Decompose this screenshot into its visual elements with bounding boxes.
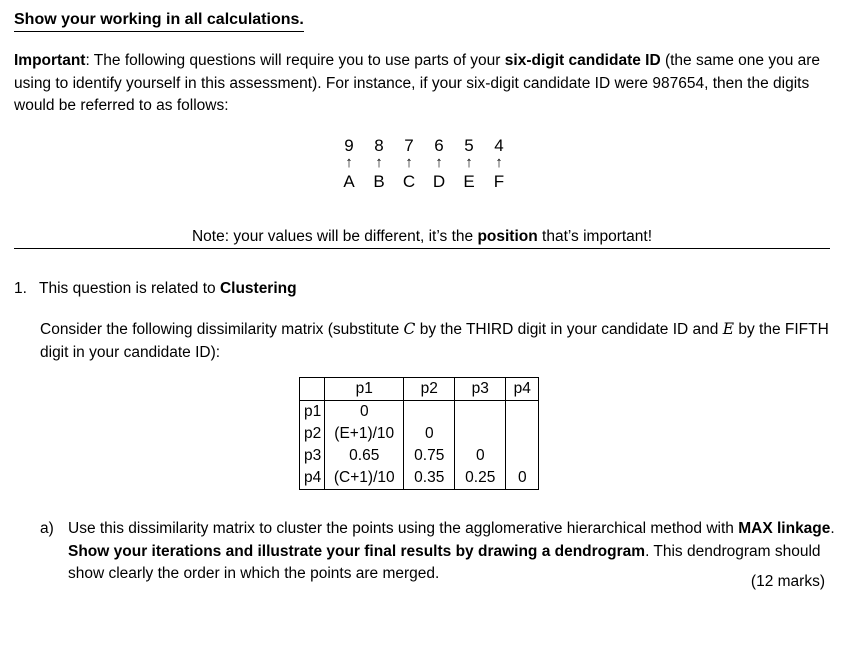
variable-e: E	[722, 320, 735, 338]
matrix-cell	[506, 445, 539, 467]
important-text-2: (the same one you are using to identify yourself in this assessment). For instance, if your six-digit candidate ID were 987654, then the digits would be referred to as follows:	[14, 52, 821, 114]
matrix-cell: 0	[455, 445, 506, 467]
matrix-row	[300, 423, 539, 445]
digit: 7	[404, 136, 414, 155]
part-a-label: a)	[40, 520, 54, 537]
up-arrow-icon: ↑	[495, 154, 503, 171]
matrix-cell: 0	[404, 423, 455, 445]
digit-position-map	[334, 137, 514, 192]
matrix-row	[300, 401, 539, 424]
matrix-cell	[506, 401, 539, 424]
matrix-cell	[455, 423, 506, 445]
part-a-question	[40, 518, 835, 586]
consider-text-1: Consider the following dissimilarity matrix (substitute	[40, 321, 404, 338]
matrix-cell: (E+1)/10	[325, 423, 404, 445]
note-emphasis: position	[477, 228, 538, 245]
marks-label: (12 marks)	[750, 573, 825, 590]
matrix-row	[300, 445, 539, 467]
position-letter: E	[463, 172, 475, 191]
matrix-row	[300, 467, 539, 490]
position-letter: B	[373, 172, 385, 191]
matrix-cell: 0.65	[325, 445, 404, 467]
digit: 4	[494, 136, 504, 155]
note-text-1: Note: your values will be different, it’s the	[191, 228, 478, 245]
dendrogram-emphasis: Show your iterations and illustrate your final results by drawing a dendrogram	[68, 542, 646, 560]
candidate-id-emphasis: six-digit candidate ID	[504, 52, 661, 69]
matrix-col-header: p2	[404, 378, 455, 401]
up-arrow-icon: ↑	[435, 154, 443, 171]
matrix-col-header: p4	[506, 378, 539, 401]
part-a-text	[68, 518, 835, 586]
consider-text-2: by the THIRD digit in your candidate ID and	[415, 321, 723, 338]
instructions-heading: Show your working in all calculations.	[14, 11, 304, 32]
matrix-header-row	[300, 378, 539, 401]
digit: 6	[434, 136, 444, 155]
matrix-cell	[404, 401, 455, 424]
digit: 8	[374, 136, 384, 155]
important-label: Important	[14, 52, 86, 69]
dissimilarity-matrix	[299, 377, 539, 490]
consider-text-3: by the FIFTH digit in your candidate ID):	[40, 321, 829, 361]
up-arrow-icon: ↑	[465, 154, 473, 171]
matrix-cell: 0.25	[455, 467, 506, 490]
question-1-text: This question is related to	[39, 280, 220, 297]
matrix-row-header: p3	[300, 445, 325, 467]
important-paragraph	[14, 50, 834, 118]
variable-c: C	[403, 320, 416, 338]
position-letter: D	[432, 172, 446, 191]
part-a-text-2: .	[830, 520, 835, 537]
matrix-cell: (C+1)/10	[325, 467, 404, 490]
position-letter: C	[402, 172, 416, 191]
question-1-heading	[14, 280, 297, 298]
position-letter: A	[343, 172, 355, 191]
matrix-cell	[506, 423, 539, 445]
question-1-topic: Clustering	[219, 280, 297, 297]
matrix-row-header: p2	[300, 423, 325, 445]
part-a-text-3: . This dendrogram should show clearly the order in which the points are merged.	[68, 542, 821, 582]
matrix-corner	[300, 378, 325, 401]
matrix-cell: 0.75	[404, 445, 455, 467]
matrix-instructions	[40, 318, 835, 364]
digit: 5	[464, 136, 474, 155]
up-arrow-icon: ↑	[345, 154, 353, 171]
digit: 9	[344, 136, 354, 155]
matrix-row-header: p1	[300, 401, 325, 424]
matrix-col-header: p3	[455, 378, 506, 401]
matrix-col-header: p1	[325, 378, 404, 401]
position-letter: F	[493, 172, 505, 191]
matrix-cell: 0	[506, 467, 539, 490]
note-text-2: that’s important!	[537, 228, 653, 245]
question-number: 1.	[14, 280, 27, 297]
note-line	[14, 228, 830, 249]
max-linkage-emphasis: MAX linkage	[738, 520, 831, 537]
up-arrow-icon: ↑	[375, 154, 383, 171]
matrix-cell: 0.35	[404, 467, 455, 490]
up-arrow-icon: ↑	[405, 154, 413, 171]
important-text-1: : The following questions will require you to use parts of your	[85, 52, 505, 69]
part-a-text-1: Use this dissimilarity matrix to cluster the points using the agglomerative hierarchical method with	[68, 520, 739, 537]
matrix-cell	[455, 401, 506, 424]
matrix-row-header: p4	[300, 467, 325, 490]
matrix-cell: 0	[325, 401, 404, 424]
